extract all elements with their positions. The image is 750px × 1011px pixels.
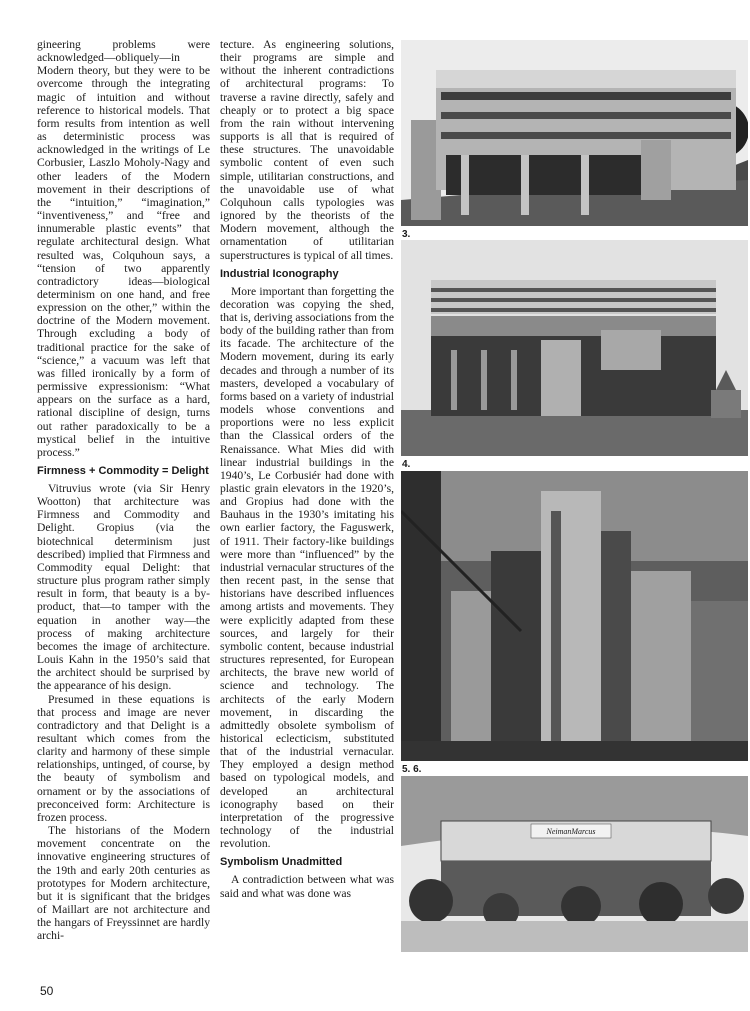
section-heading: Symbolism Unadmitted	[220, 856, 343, 869]
body-paragraph: tecture. As engineering solutions, their programs are simple and without the inherent contradictions of architectural programs: To traverse a ravine directly, safely and cheaply or to protect a big space from the rain without intervening supports is all that is required of these structures. The unavoidable symbolic content of even such simple, utilitarian constructions, and the unavoidable use of what Colquhoun calls typologies was ignored by the theorists of the Modern movement, although the ornamentation of utilitarian superstructures is typical of all times.	[220, 38, 394, 262]
section-heading: Firmness + Commodity = Delight	[37, 465, 209, 477]
figure-caption: 5. 6.	[402, 764, 422, 775]
photo-building-plaza	[401, 240, 748, 456]
store-sign-text: NeimanMarcus	[546, 827, 596, 836]
page-number: 50	[40, 984, 54, 998]
body-paragraph: Vitruvius wrote (via Sir Henry Wootton) that architecture was Firmness and Commodity and Delight. Gropius (via the biotechnical determinism just described) implied that Firmness and Commodity equal Delight: that structure plus program rather simply result in form, that beauty is a by-product, that—to tamper with the equation in another way—the process of making architecture becomes the image of architecture. Louis Kahn in the 1950’s said that the architect should be surprised by the appearance of his design.	[37, 482, 210, 693]
figure-caption: 4.	[402, 459, 411, 470]
body-paragraph: gineering problems were acknowledged—obliquely—in Modern theory, but they were to be overcome through the integrating magic of intuition and without reference to historical models. That form results from intention as well as deterministic process was acknowledged in the writings of Le Corbusier, Laszlo Moholy-Nagy and other leaders of the Modern movement in their descriptions of the “intuition,” “imagination,” “inventiveness,” and “free and innumerable plastic events” that regulate architectural design. What resulted was, Colquhoun says, a “tension of two apparently contradictory ideas—biological determinism on one hand, and free expression on the other,” within the doctrine of the Modern movement. Through excluding a body of traditional practice for the sake of “science,” a vacuum was left that was filled ironically by a form of permissive expressionism: “What appears on the surface as a hard, rational discipline of design, turns out rather paradoxically to be a mystical belief in the intuitive process.”	[37, 38, 210, 459]
photo-building-towers	[401, 471, 748, 761]
photo-building-hillside	[401, 40, 748, 226]
text-column-2	[220, 38, 394, 900]
body-paragraph: More important than forgetting the decoration was copying the shed, that is, deriving associations from the body of the building rather than from its facade. The architecture of the Modern movement, during its early decades and through a number of its masters, developed a vocabulary of forms based on a variety of industrial models whose conventions and proportions were no less explicit than the Classical orders of the Renaissance. What Mies did with linear industrial buildings in the 1940’s, Le Corbusiér had done with plastic grain elevators in the 1920’s, and Gropius had done with the Bauhaus in the 1930’s imitating his own earlier factory, the Faguswerk, of 1911. Their factory-like buildings were more than “influenced” by the industrial vernacular structures of the then recent past, in the sense that historians have described influences among artists and movements. They were explicitly adapted from these sources, and largely for their symbolic content, because industrial structures represented, for European architects, the brave new world of science and technology. The architects of the early Modern movement, in discarding the admittedly obsolete symbolism of historical eclecticism, substituted that of the industrial vernacular. They employed a design method based on typological models, and developed an architectural iconography based on their interpretation of the progressive technology of the industrial revolution.	[220, 284, 394, 851]
text-column-1	[37, 38, 210, 942]
section-heading: Industrial Iconography	[220, 267, 339, 280]
illustration-store-rendering	[401, 776, 748, 952]
body-paragraph: The historians of the Modern movement concentrate on the innovative engineering structures of the 19th and early 20th centuries as prototypes for Modern architecture, but it is significant that the bridges of Maillart are not architecture and the hangars of Freyssinnet are hardly archi-	[37, 824, 210, 943]
figure-caption: 3.	[402, 229, 411, 240]
body-paragraph: A contradiction between what was said and what was done was	[220, 873, 394, 900]
body-paragraph: Presumed in these equations is that process and image are never contradictory and that Delight is a resultant which comes from the clarity and harmony of these simple relationships, untinged, of course, by the beauty of symbolism and ornament or by the associations of preconceived form: Architecture is frozen process.	[37, 692, 210, 824]
